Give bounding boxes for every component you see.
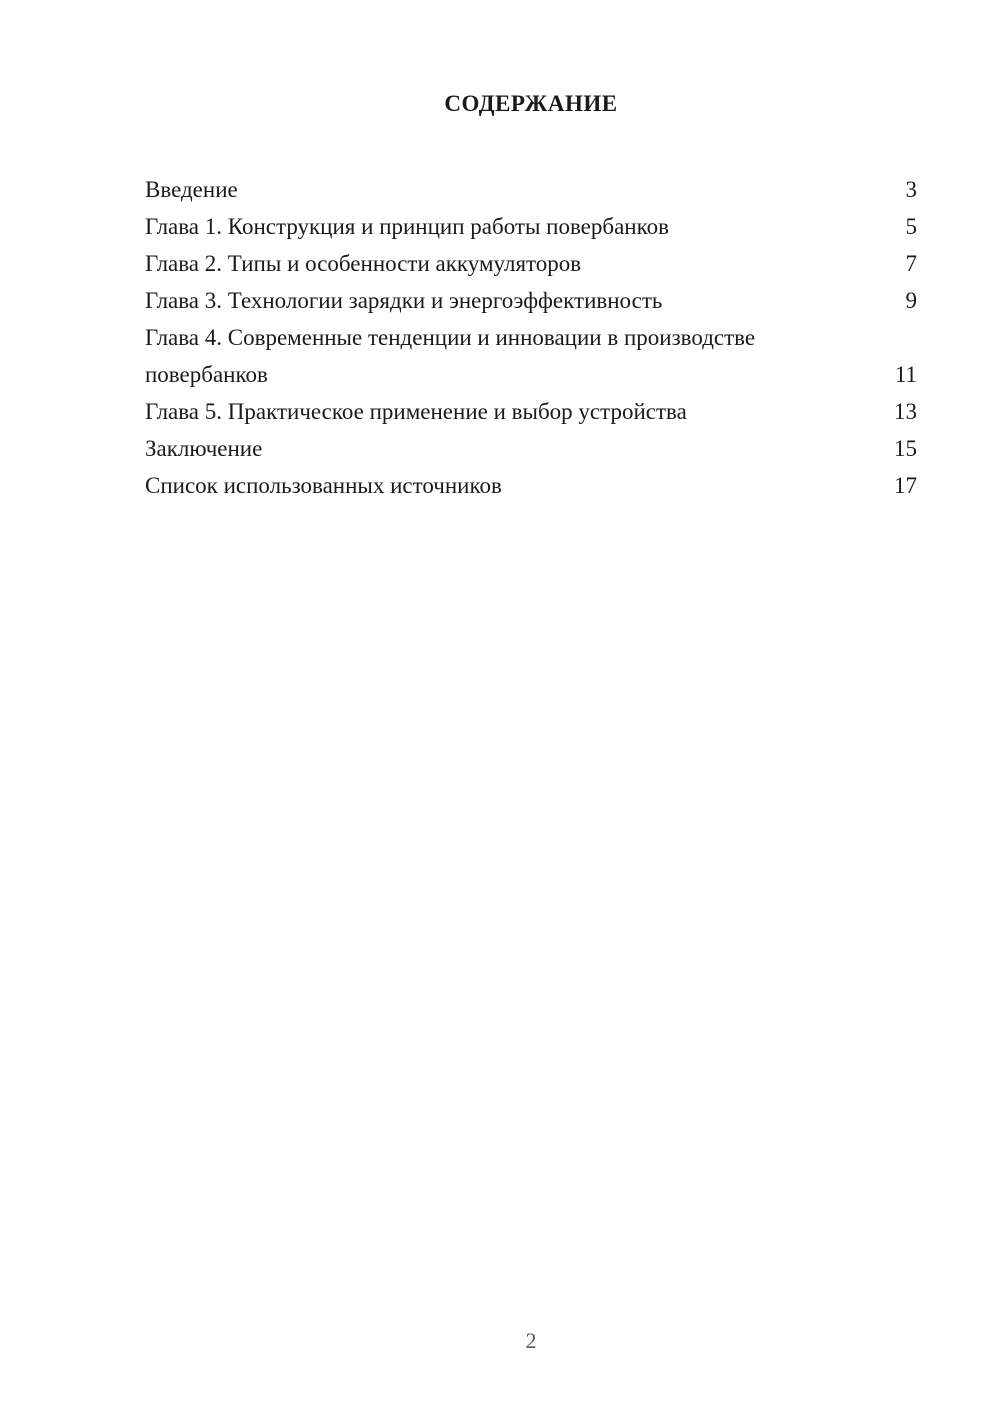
toc-entry (145, 208, 917, 245)
toc-entry-label: Список использованных источников (145, 473, 502, 498)
toc-entry-label: Глава 4. Современные тенденции и инновации в производстве повербанков (145, 325, 756, 387)
toc-entry-page: 11 (894, 362, 917, 387)
toc-entry-page: 17 (894, 473, 917, 498)
toc-entry (145, 467, 917, 504)
toc-entry-page: 3 (905, 177, 917, 202)
toc-entry-page: 15 (894, 436, 917, 461)
toc-entry (145, 319, 917, 393)
toc-entry (145, 171, 917, 208)
toc-entry (145, 393, 917, 430)
toc-entry-label: Глава 3. Технологии зарядки и энергоэффективность (145, 288, 663, 313)
toc-entry-label: Введение (145, 177, 238, 202)
toc-entry-label: Глава 5. Практическое применение и выбор устройства (145, 399, 687, 424)
toc-entry-page: 13 (894, 399, 917, 424)
toc-entry-label: Глава 1. Конструкция и принцип работы повербанков (145, 214, 669, 239)
toc-entry-label: Заключение (145, 436, 263, 461)
toc-entry-page: 9 (905, 288, 917, 313)
toc-entry-label: Глава 2. Типы и особенности аккумуляторов (145, 251, 582, 276)
page-content (0, 0, 1000, 504)
toc-entry-page: 5 (905, 214, 917, 239)
footer-page-number: 2 (525, 1328, 537, 1353)
toc-entry (145, 245, 917, 282)
table-of-contents (145, 171, 917, 504)
page-title: СОДЕРЖАНИЕ (444, 91, 618, 116)
toc-entry (145, 430, 917, 467)
toc-entry (145, 282, 917, 319)
toc-entry-page: 7 (905, 251, 917, 276)
